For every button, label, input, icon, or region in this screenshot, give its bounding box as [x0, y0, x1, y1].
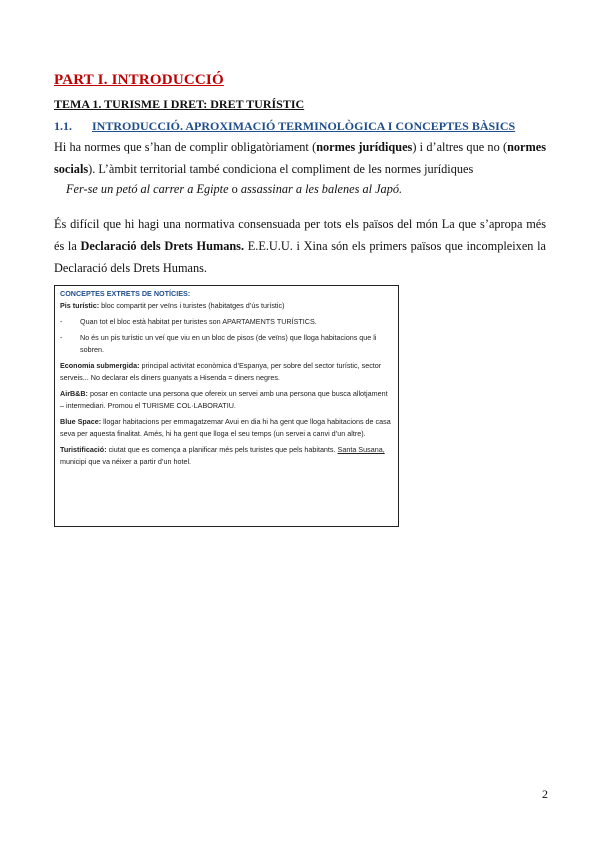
bullet-apartaments [60, 316, 393, 328]
bullet-dash: - [60, 333, 63, 342]
concept-text: ciutat que es comença a planificar més pels turistes que pels habitants. [106, 445, 338, 454]
tema-title: TEMA 1. TURISME I DRET: DRET TURÍSTIC [54, 97, 305, 111]
concept-term: AirB&B: [60, 389, 88, 398]
concept-text: municipi que va néixer a partir d’un hotel. [60, 457, 192, 466]
concept-term: Pis turístic: [60, 301, 100, 310]
box-title: CONCEPTES EXTRETS DE NOTÍCIES: [60, 289, 191, 298]
section-heading [54, 119, 515, 134]
text-run: És difícil que hi hagi una normativa consensuada per tots els països del món La que s’apropa més és la [54, 217, 546, 253]
section-number: 1.1. [54, 119, 72, 133]
term-normes-juridiques: normes jurídiques [316, 140, 413, 154]
example-egypt: Fer-se un petó al carrer a Egipte [66, 182, 229, 196]
example-connector: o [228, 182, 241, 196]
bullet-text: Quan tot el bloc està habitat per turistes son APARTAMENTS TURÍSTICS. [80, 317, 317, 326]
concept-text: posar en contacte una persona que ofereix un servei amb una persona que busca allotjament – intermediari. Promou el TURISME COL·LABORATIU. [60, 389, 388, 410]
concept-text: llogar habitacions per emmagatzemar Avui en dia hi ha gent que lloga habitacions de casa seva per aquesta finalitat. Amés, hi ha gent que lloga el seu temps (un servei a canvi d’un altre). [60, 417, 391, 438]
page-number: 2 [542, 787, 548, 801]
text-run: E.E.U.U. i Xina són els primers països que incompleixen la Declaració dels Drets Humans. [54, 239, 546, 275]
paragraph-norms [54, 136, 546, 180]
paragraph-human-rights [54, 213, 546, 279]
text-run: Hi ha normes que s’han de complir obligatòriament ( [54, 140, 317, 154]
text-run: ). L’àmbit territorial també condiciona el compliment de les normes jurídiques [88, 162, 474, 176]
term-normes-socials: normes socials [54, 140, 546, 176]
example-japan: assassinar a les balenes al Japó. [240, 182, 403, 196]
concept-term: Turistificació: [60, 445, 107, 454]
bullet-text: No és un pis turístic un veí que viu en un bloc de pisos (de veïns) que lloga habitacions que li sobren. [80, 333, 377, 354]
concept-term: Blue Space: [60, 417, 102, 426]
concept-turistificacio [60, 444, 393, 468]
bullet-dash: - [60, 317, 63, 326]
example-line [66, 182, 402, 197]
bullet-pis-veins [60, 332, 393, 356]
concepts-box [54, 285, 399, 527]
santa-susana-link: Santa Susana, [337, 445, 385, 454]
concept-pis-turistic [60, 300, 393, 312]
concept-term: Economia submergida: [60, 361, 140, 370]
concept-text: bloc compartit per veïns i turistes (habitatges d’ús turístic) [99, 301, 285, 310]
concept-blue-space [60, 416, 393, 440]
text-run: ) i d’altres que no ( [412, 140, 508, 154]
concept-text: principal activitat econòmica d’Espanya, per sobre del sector turístic, sector serveis... No declarar els diners guanyats a Hisenda = diners negres. [60, 361, 382, 382]
concept-economia-submergida [60, 360, 393, 384]
section-title: INTRODUCCIÓ. APROXIMACIÓ TERMINOLÒGICA I CONCEPTES BÀSICS [92, 119, 516, 133]
part-title: PART I. INTRODUCCIÓ [54, 72, 224, 88]
concept-airbnb [60, 388, 393, 412]
term-declaracio-drets-humans: Declaració dels Drets Humans. [80, 239, 245, 253]
